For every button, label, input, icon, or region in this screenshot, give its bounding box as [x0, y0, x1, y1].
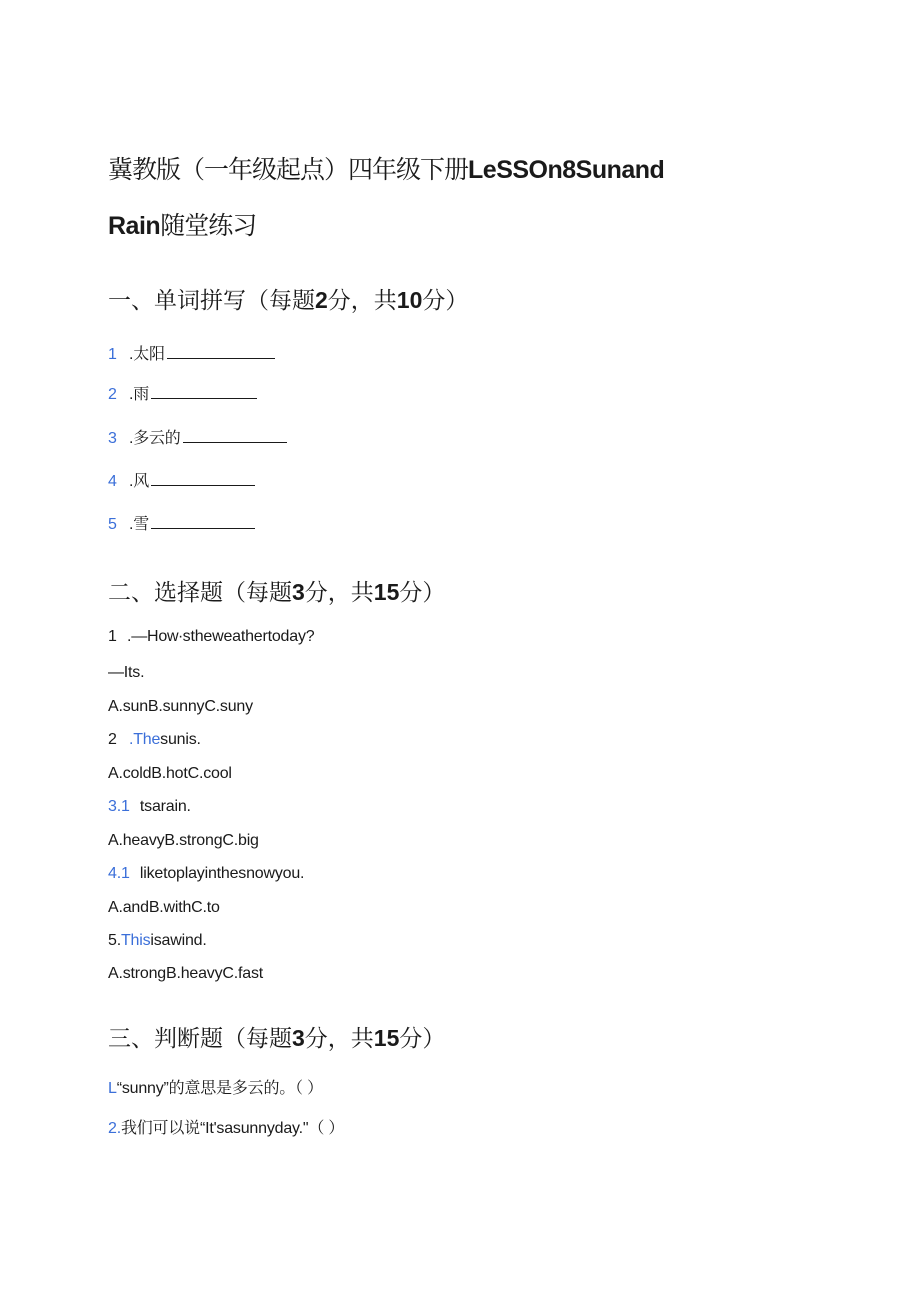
question-text: .—How∙stheweathertoday?: [126, 628, 315, 645]
heading-points: 3: [292, 579, 305, 605]
item-text: .太阳: [128, 346, 165, 363]
heading-prefix: 二、选择题（每题: [108, 579, 292, 605]
title-en-2: Rain: [108, 212, 161, 240]
item-text: .雪: [128, 516, 149, 533]
item-number: 1: [108, 628, 117, 645]
item-text: .雨: [128, 386, 149, 403]
heading-mid: 分，共: [327, 287, 397, 313]
item-text: .风: [128, 473, 149, 490]
doc-title-line-2: [108, 206, 256, 242]
question-text-pre: .The: [128, 731, 161, 748]
item-number: 4.1: [108, 865, 130, 882]
heading-total: 15: [373, 579, 400, 605]
item-number: 5: [108, 516, 117, 533]
item-number: 1: [108, 346, 117, 363]
item-number: 4: [108, 473, 117, 490]
heading-total: 10: [396, 287, 423, 313]
heading-mid: 分，共: [304, 1025, 374, 1051]
choice-question-3: [108, 798, 191, 816]
answer-blank[interactable]: [167, 344, 275, 359]
section-heading-spelling: [108, 282, 468, 315]
answer-blank[interactable]: [151, 384, 257, 399]
question-text-pre: This: [120, 932, 151, 949]
heading-prefix: 一、单词拼写（每题: [108, 287, 315, 313]
judge-item: [108, 1115, 344, 1138]
answer-blank[interactable]: [151, 514, 255, 529]
choice-options-2: A.coldB.hotC.cool: [108, 765, 232, 782]
choice-options-5: A.strongB.heavyC.fast: [108, 965, 263, 982]
title-cn-2: 随堂练习: [160, 212, 257, 240]
heading-points: 2: [315, 287, 328, 313]
item-number: L: [108, 1080, 117, 1097]
choice-options-3: A.heavyB.strongC.big: [108, 832, 259, 849]
heading-mid: 分，共: [304, 579, 374, 605]
choice-question-4: [108, 865, 304, 883]
choice-options-4: A.andB.withC.to: [108, 899, 220, 916]
spelling-item: [108, 425, 287, 448]
question-text: liketoplayinthesnowyou.: [139, 865, 305, 882]
answer-blank[interactable]: [151, 471, 255, 486]
section-heading-judge: [108, 1020, 445, 1053]
choice-answer-line: —Its.: [108, 664, 145, 681]
item-number: 2: [108, 731, 117, 748]
item-text: “sunny”的意思是多云的。（ ）: [116, 1080, 323, 1097]
item-number: 5.: [108, 932, 121, 949]
section-heading-choice: [108, 574, 445, 607]
heading-suffix: 分）: [422, 287, 469, 313]
question-text: tsarain.: [139, 798, 191, 815]
choice-question-5: [108, 932, 207, 950]
heading-points: 3: [292, 1025, 305, 1051]
item-number: 3.1: [108, 798, 130, 815]
judge-item: [108, 1075, 323, 1098]
item-number: 2.: [108, 1120, 121, 1137]
title-cn: 冀教版（一年级起点）四年级下册: [108, 156, 469, 184]
heading-total: 15: [373, 1025, 400, 1051]
answer-blank[interactable]: [183, 428, 287, 443]
spelling-item: [108, 468, 255, 491]
item-number: 2: [108, 386, 117, 403]
doc-title-line-1: [108, 150, 664, 186]
choice-question-2: [108, 731, 201, 749]
spelling-item: [108, 381, 257, 404]
spelling-item: [108, 511, 255, 534]
question-text-post: sunis.: [160, 731, 201, 748]
heading-suffix: 分）: [399, 579, 446, 605]
title-en: LeSSOn8Sunand: [468, 156, 665, 184]
heading-prefix: 三、判断题（每题: [108, 1025, 292, 1051]
item-text: .多云的: [128, 430, 181, 447]
item-text: 我们可以说“It'sasunnyday."（ ）: [120, 1120, 345, 1137]
item-number: 3: [108, 430, 117, 447]
spelling-item: [108, 341, 275, 364]
question-text-post: isawind.: [150, 932, 207, 949]
choice-options-1: A.sunB.sunnyC.suny: [108, 698, 253, 715]
choice-question-1: [108, 628, 314, 646]
heading-suffix: 分）: [399, 1025, 446, 1051]
